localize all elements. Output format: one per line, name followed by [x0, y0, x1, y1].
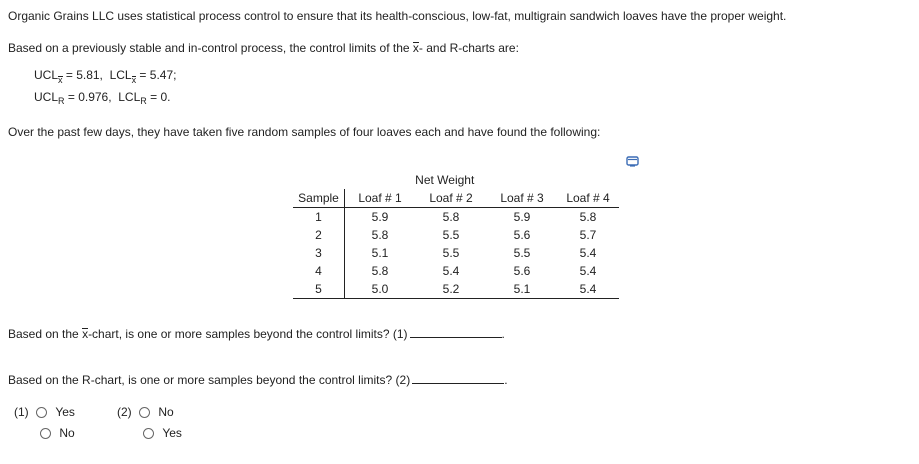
q2-text: Based on the R-chart, is one or more samples beyond the control limits?	[8, 373, 393, 387]
answer-1-no[interactable]	[14, 426, 75, 447]
intro-text: Organic Grains LLC uses statistical process control to ensure that its health-conscious, low-fat, multigrain sandwich loaves have the proper weight.	[8, 9, 787, 23]
x-bar-symbol: x	[412, 41, 419, 55]
answer-group-2	[117, 405, 182, 447]
answer-group-2-number: (2)	[117, 405, 132, 419]
answer-group-1-number: (1)	[14, 405, 29, 419]
lcl-x-subscript: x	[131, 75, 137, 85]
header-sample: Sample	[293, 189, 345, 208]
cell: 5.8	[557, 208, 619, 227]
copy-table-icon[interactable]	[626, 156, 639, 167]
limits-intro-suffix: - and R-charts are:	[418, 41, 519, 55]
cell: 4	[293, 262, 345, 280]
cell: 5.9	[487, 208, 557, 227]
cell: 5.9	[345, 208, 416, 227]
header-loaf-4: Loaf # 4	[566, 191, 610, 205]
answer-1-yes[interactable]	[14, 405, 75, 426]
answer-blank-1[interactable]	[410, 329, 502, 338]
cell: 5.5	[442, 228, 460, 242]
ucl-x-subscript: x	[58, 75, 63, 85]
cell: 5.4	[579, 264, 597, 278]
samples-intro: Over the past few days, they have taken five random samples of four loaves each and have found the following:	[8, 125, 601, 139]
cell: 5.8	[415, 208, 487, 227]
q1-number: (1)	[392, 327, 408, 341]
ucl-r-subscript: R	[58, 96, 65, 106]
radio-button[interactable]	[36, 407, 47, 418]
option-label: Yes	[162, 426, 182, 440]
cell: 5.8	[371, 228, 389, 242]
q1-prefix: Based on the	[8, 327, 83, 341]
table-row	[293, 280, 619, 299]
ucl-r-value: = 0.976,	[67, 90, 112, 104]
x-bar-symbol: x	[82, 327, 89, 341]
radio-button[interactable]	[143, 428, 154, 439]
question-1	[8, 327, 505, 341]
cell: 5.4	[442, 264, 460, 278]
cell: 3	[293, 244, 345, 262]
header-loaf-2: Loaf # 2	[429, 191, 473, 205]
cell: 5.6	[513, 228, 531, 242]
option-label: Yes	[55, 405, 75, 419]
ucl-x-value: = 5.81,	[65, 68, 103, 82]
limits-intro	[8, 41, 519, 55]
radio-button[interactable]	[40, 428, 51, 439]
cell: 5.7	[579, 228, 597, 242]
q1-suffix: -chart, is one or more samples beyond the control limits?	[88, 327, 390, 341]
lcl-r-value: = 0.	[150, 90, 171, 104]
table-row	[293, 244, 619, 262]
radio-button[interactable]	[139, 407, 150, 418]
header-loaf-3: Loaf # 3	[500, 191, 544, 205]
cell: 5.2	[415, 280, 487, 299]
cell: 5.6	[513, 264, 531, 278]
samples-table	[293, 171, 619, 299]
q2-number: (2)	[395, 373, 411, 387]
cell: 5.1	[487, 280, 557, 299]
answer-2-yes[interactable]	[117, 426, 182, 447]
cell: 5.8	[371, 264, 389, 278]
lcl-x-value: = 5.47;	[139, 68, 177, 82]
cell: 5.0	[345, 280, 416, 299]
lcl-r-label: LCL	[118, 90, 141, 104]
lcl-label: LCL	[109, 68, 132, 82]
table-row	[293, 262, 619, 280]
ucl-label: UCL	[34, 68, 59, 82]
cell: 2	[293, 226, 345, 244]
answer-group-1	[14, 405, 75, 447]
option-label: No	[59, 426, 75, 440]
net-weight-header: Net Weight	[415, 173, 475, 187]
answer-2-no[interactable]	[117, 405, 182, 426]
cell: 5.4	[579, 246, 597, 260]
lcl-r-subscript: R	[140, 96, 147, 106]
cell: 5	[293, 280, 345, 299]
q1-period: .	[501, 327, 505, 341]
table-row	[293, 226, 619, 244]
table-row	[293, 208, 619, 227]
cell: 5.4	[557, 280, 619, 299]
header-loaf-1: Loaf # 1	[358, 191, 402, 205]
r-limits	[34, 90, 170, 106]
answer-blank-2[interactable]	[412, 375, 504, 384]
cell: 5.5	[442, 246, 460, 260]
question-2	[8, 373, 508, 387]
cell: 1	[293, 208, 345, 227]
cell: 5.5	[513, 246, 531, 260]
q2-period: .	[504, 373, 508, 387]
cell: 5.1	[371, 246, 389, 260]
limits-intro-prefix: Based on a previously stable and in-control process, the control limits of the	[8, 41, 413, 55]
ucl-r-label: UCL	[34, 90, 59, 104]
xbar-limits	[34, 68, 176, 85]
option-label: No	[158, 405, 174, 419]
